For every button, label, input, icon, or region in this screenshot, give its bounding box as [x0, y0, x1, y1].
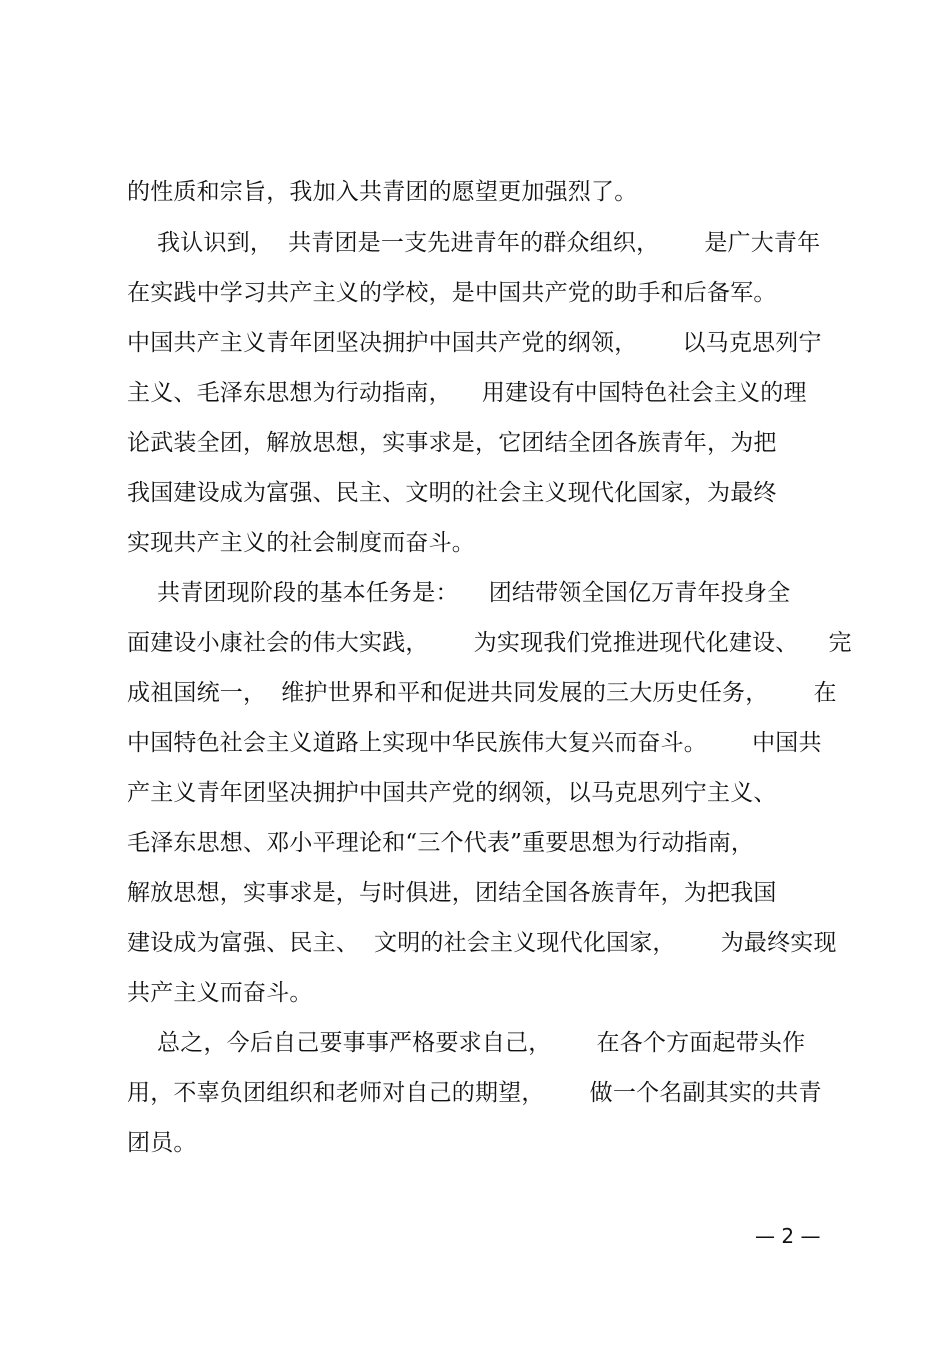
text-line: 共青团现阶段的基本任务是： 团结带领全国亿万青年投身全 — [127, 580, 791, 606]
page-number: — 2 — — [755, 1224, 821, 1248]
text-line: 解放思想，实事求是，与时俱进，团结全国各族青年，为把我国 — [127, 880, 777, 906]
text-line: 的性质和宗旨，我加入共青团的愿望更加强烈了。 — [127, 179, 638, 205]
text-line: 建设成为富强、民主、 文明的社会主义现代化国家， 为最终实现 — [127, 930, 837, 956]
text-line: 中国特色社会主义道路上实现中华民族伟大复兴而奋斗。 中国共 — [127, 730, 822, 756]
text-line: 成祖国统一， 维护世界和平和促进共同发展的三大历史任务， 在 — [127, 680, 837, 706]
text-line: 面建设小康社会的伟大实践， 为实现我们党推进现代化建设、 完 — [127, 630, 852, 656]
text-line: 团员。 — [127, 1130, 197, 1156]
text-line: 共产主义而奋斗。 — [127, 980, 313, 1006]
text-line: 中国共产主义青年团坚决拥护中国共产党的纲领， 以马克思列宁 — [127, 330, 822, 356]
text-line: 总之，今后自己要事事严格要求自己， 在各个方面起带头作 — [127, 1030, 806, 1056]
text-line: 用，不辜负团组织和老师对自己的期望， 做一个名副其实的共青 — [127, 1080, 822, 1106]
text-line: 在实践中学习共产主义的学校，是中国共产党的助手和后备军。 — [127, 280, 777, 306]
text-line: 产主义青年团坚决拥护中国共产党的纲领，以马克思列宁主义、 — [127, 780, 777, 806]
text-line: 我国建设成为富强、民主、文明的社会主义现代化国家，为最终 — [127, 480, 777, 506]
text-line: 实现共产主义的社会制度而奋斗。 — [127, 530, 475, 556]
text-line: 主义、毛泽东思想为行动指南， 用建设有中国特色社会主义的理 — [127, 380, 807, 406]
text-line: 毛泽东思想、邓小平理论和“三个代表”重要思想为行动指南， — [127, 830, 755, 856]
text-line: 我认识到， 共青团是一支先进青年的群众组织， 是广大青年 — [127, 230, 821, 256]
text-line: 论武装全团，解放思想，实事求是，它团结全团各族青年，为把 — [127, 430, 777, 456]
